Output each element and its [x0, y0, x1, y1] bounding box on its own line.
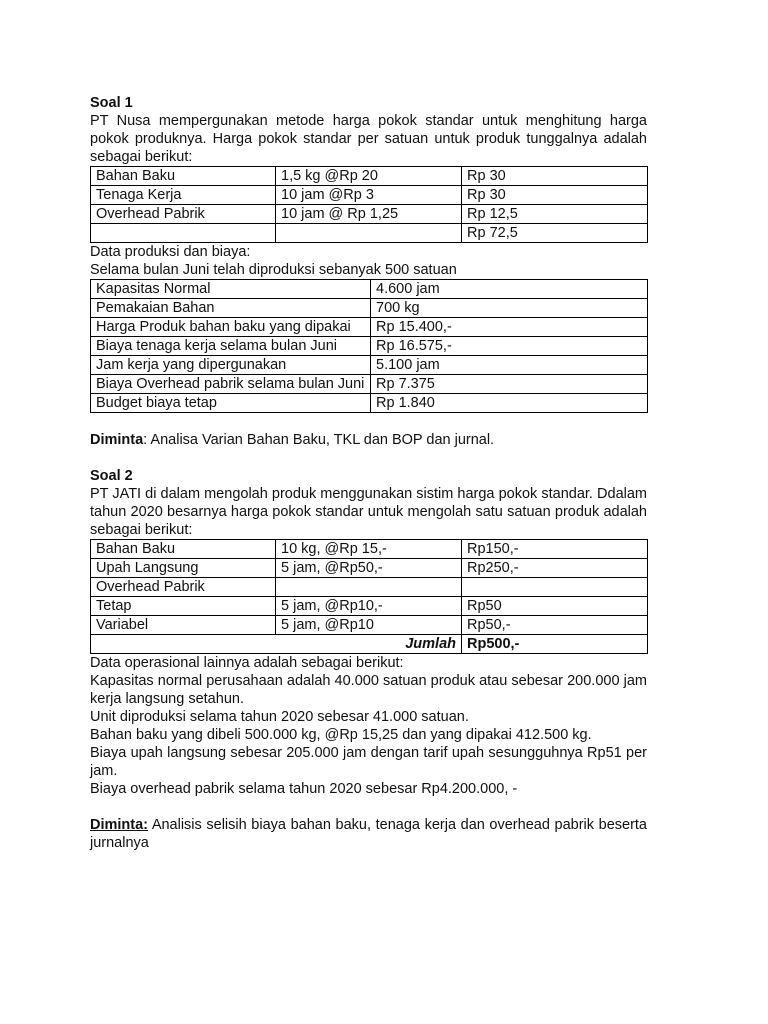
table-cell: Variabel: [91, 616, 276, 635]
soal2-title: Soal 2: [90, 468, 133, 484]
document-page: [90, 94, 647, 852]
table-row: [91, 337, 648, 356]
table-cell: Harga Produk bahan baku yang dipakai: [91, 318, 371, 337]
table-cell: Budget biaya tetap: [91, 394, 371, 413]
soal1-data-heading: Data produksi dan biaya:: [90, 244, 251, 260]
total-value: Rp500,-: [462, 635, 648, 654]
table-row: [91, 167, 648, 186]
table-row: [91, 205, 648, 224]
table-row: [91, 280, 648, 299]
table-cell: Rp 15.400,-: [371, 318, 648, 337]
soal1-standard-cost-table: [90, 166, 648, 243]
soal2-data-line: Biaya overhead pabrik selama tahun 2020 sebesar Rp4.200.000, -: [90, 781, 518, 797]
soal2-diminta: [90, 816, 647, 852]
table-row: [91, 394, 648, 413]
table-row: [91, 559, 648, 578]
table-cell: Rp50,-: [462, 616, 648, 635]
soal2-data-line: Unit diproduksi selama tahun 2020 sebesar 41.000 satuan.: [90, 709, 469, 725]
table-cell: Upah Langsung: [91, 559, 276, 578]
soal1-data-intro: Selama bulan Juni telah diproduksi sebanyak 500 satuan: [90, 262, 457, 278]
table-cell: Tenaga Kerja: [91, 186, 276, 205]
soal2-data-line: Bahan baku yang dibeli 500.000 kg, @Rp 15,25 dan yang dipakai 412.500 kg.: [90, 727, 592, 743]
soal1-production-data-table: [90, 279, 648, 413]
table-row: [91, 597, 648, 616]
soal2-intro: PT JATI di dalam mengolah produk menggunakan sistim harga pokok standar. Ddalam tahun 2020 besarnya harga pokok standar untuk mengolah satu satuan produk adalah sebagai berikut:: [90, 486, 647, 538]
table-cell: Pemakaian Bahan: [91, 299, 371, 318]
soal1-title: Soal 1: [90, 95, 133, 111]
table-cell: Rp 30: [462, 167, 648, 186]
table-cell: 5 jam, @Rp10,-: [276, 597, 462, 616]
diminta-label: Diminta: [90, 432, 144, 448]
diminta-text: Analisis selisih biaya bahan baku, tenaga kerja dan overhead pabrik beserta jurnalnya: [90, 817, 647, 851]
table-cell: Jam kerja yang dipergunakan: [91, 356, 371, 375]
table-row-total: [91, 635, 648, 654]
table-cell: [462, 578, 648, 597]
table-cell: 5 jam, @Rp50,-: [276, 559, 462, 578]
table-cell: [276, 578, 462, 597]
table-cell: [276, 224, 462, 243]
table-cell: Tetap: [91, 597, 276, 616]
table-row: [91, 299, 648, 318]
table-cell: Rp 7.375: [371, 375, 648, 394]
table-cell: Kapasitas Normal: [91, 280, 371, 299]
table-cell: Rp250,-: [462, 559, 648, 578]
table-cell: Rp 72,5: [462, 224, 648, 243]
table-cell: Bahan Baku: [91, 167, 276, 186]
diminta-label: Diminta:: [90, 817, 148, 833]
table-cell: Rp 30: [462, 186, 648, 205]
table-row: [91, 318, 648, 337]
table-cell: Biaya Overhead pabrik selama bulan Juni: [91, 375, 371, 394]
table-cell: 10 kg, @Rp 15,-: [276, 540, 462, 559]
table-cell: 5 jam, @Rp10: [276, 616, 462, 635]
table-cell: 5.100 jam: [371, 356, 648, 375]
table-row: [91, 224, 648, 243]
table-row: [91, 186, 648, 205]
table-cell: Rp150,-: [462, 540, 648, 559]
table-cell: 10 jam @Rp 3: [276, 186, 462, 205]
soal1-diminta: [90, 431, 647, 449]
table-cell: Rp 16.575,-: [371, 337, 648, 356]
table-cell: Rp50: [462, 597, 648, 616]
table-cell: Rp 12,5: [462, 205, 648, 224]
table-row: [91, 616, 648, 635]
total-label: Jumlah: [91, 635, 462, 654]
table-row: [91, 375, 648, 394]
soal2-standard-cost-table: [90, 539, 648, 654]
table-row: [91, 578, 648, 597]
table-cell: Bahan Baku: [91, 540, 276, 559]
diminta-text: : Analisa Varian Bahan Baku, TKL dan BOP dan jurnal.: [143, 432, 495, 448]
soal2-data-line: Biaya upah langsung sebesar 205.000 jam dengan tarif upah sesungguhnya Rp51 per jam.: [90, 745, 647, 779]
soal2-data-line: Data operasional lainnya adalah sebagai berikut:: [90, 655, 404, 671]
table-cell: 1,5 kg @Rp 20: [276, 167, 462, 186]
soal2-data-line: Kapasitas normal perusahaan adalah 40.000 satuan produk atau sebesar 200.000 jam kerja langsung setahun.: [90, 673, 647, 707]
table-cell: Overhead Pabrik: [91, 205, 276, 224]
table-cell: 10 jam @ Rp 1,25: [276, 205, 462, 224]
soal1-intro: PT Nusa mempergunakan metode harga pokok standar untuk menghitung harga pokok produknya. Harga pokok standar per satuan untuk produk tunggalnya adalah sebagai berikut:: [90, 113, 647, 165]
table-cell: 4.600 jam: [371, 280, 648, 299]
table-cell: Rp 1.840: [371, 394, 648, 413]
table-row: [91, 356, 648, 375]
table-cell: Biaya tenaga kerja selama bulan Juni: [91, 337, 371, 356]
table-row: [91, 540, 648, 559]
table-cell: [91, 224, 276, 243]
table-cell: Overhead Pabrik: [91, 578, 276, 597]
table-cell: 700 kg: [371, 299, 648, 318]
